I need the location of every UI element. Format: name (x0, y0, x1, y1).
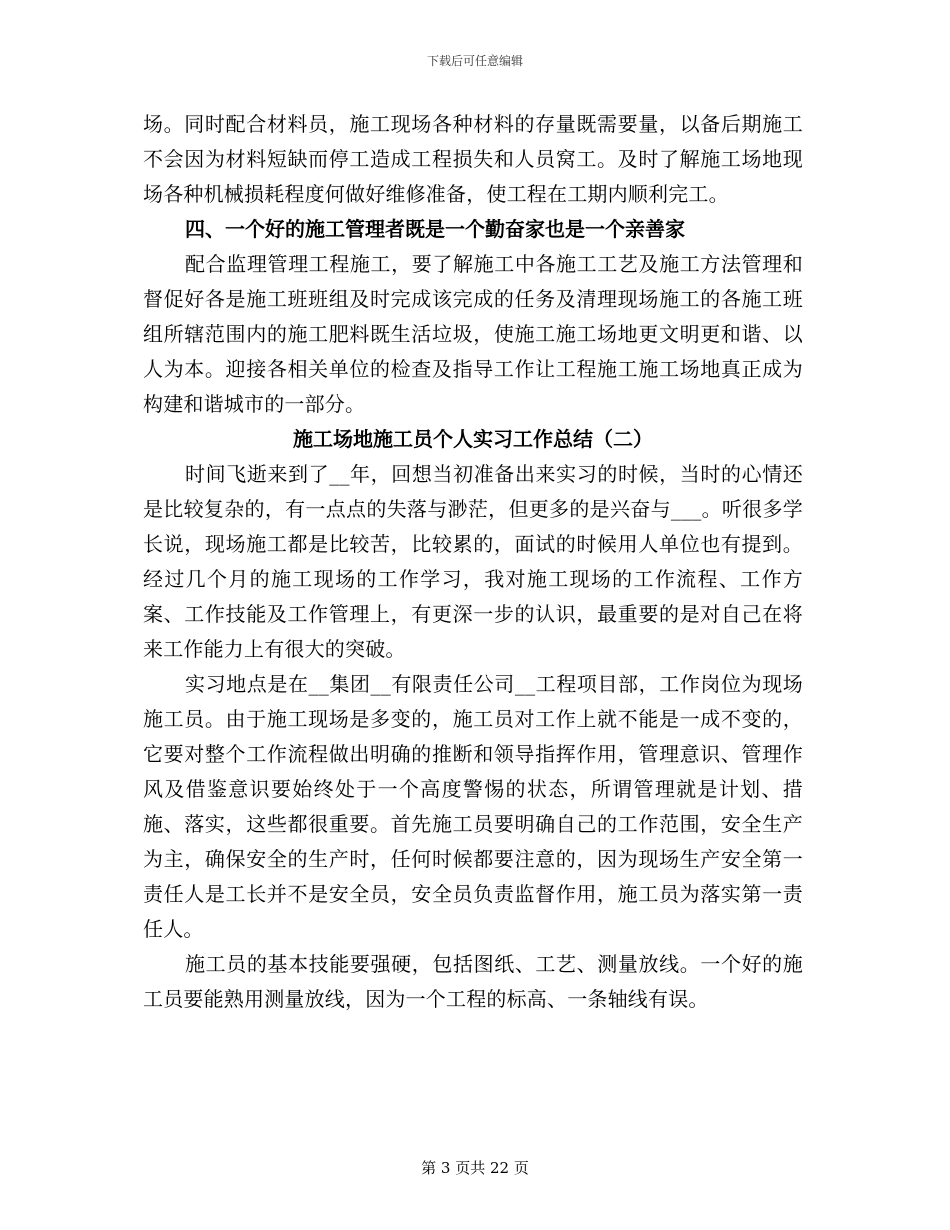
paragraph-intro: 时间飞逝来到了__年，回想当初准备出来实习的时候，当时的心情还是比较复杂的，有一点点的失落与渺茫，但更多的是兴奋与___。听很多学长说，现场施工都是比较苦，比较累的，面试的时候用人单位也有提到。经过几个月的施工现场的工作学习，我对施工现场的工作流程、工作方案、工作技能及工作管理上，有更深一步的认识，最重要的是对自己在将来工作能力上有很大的突破。 (143, 462, 803, 661)
paragraph-internship-location: 实习地点是在__集团__有限责任公司__工程项目部，工作岗位为现场施工员。由于施工现场是多变的，施工员对工作上就不能是一成不变的，它要对整个工作流程做出明确的推断和领导指挥作用，管理意识、管理作风及借鉴意识要始终处于一个高度警惕的状态，所谓管理就是计划、措施、落实，这些都很重要。首先施工员要明确自己的工作范围，安全生产为主，确保安全的生产时，任何时候都要注意的，因为现场生产安全第一责任人是工长并不是安全员，安全员负责监督作用，施工员为落实第一责任人。 (143, 672, 803, 941)
section-heading-four: 四、一个好的施工管理者既是一个勤奋家也是一个亲善家 (185, 217, 685, 241)
page-header: 下载后可任意编辑 (426, 54, 523, 68)
paragraph-basic-skills: 施工员的基本技能要强硬，包括图纸、工艺、测量放线。一个好的施工员要能熟用测量放线，因为一个工程的标高、一条轴线有误。 (143, 952, 803, 1011)
page-footer: 第 3 页共 22 页 (421, 1159, 529, 1177)
section-title-two: 施工场地施工员个人实习工作总结（二） (293, 427, 653, 451)
paragraph-supervision: 配合监理管理工程施工，要了解施工中各施工工艺及施工方法管理和督促好各是施工班班组及时完成该完成的任务及清理现场施工的各施工班组所辖范围内的施工肥料既生活垃圾，使施工施工场地更文明更和谐、以人为本。迎接各相关单位的检查及指导工作让工程施工施工场地真正成为构建和谐城市的一部分。 (143, 252, 803, 416)
document-body (143, 107, 803, 1017)
paragraph-continuation: 场。同时配合材料员，施工现场各种材料的存量既需要量，以备后期施工不会因为材料短缺而停工造成工程损失和人员窝工。及时了解施工场地现场各种机械损耗程度何做好维修准备，使工程在工期内顺利完工。 (143, 112, 803, 206)
